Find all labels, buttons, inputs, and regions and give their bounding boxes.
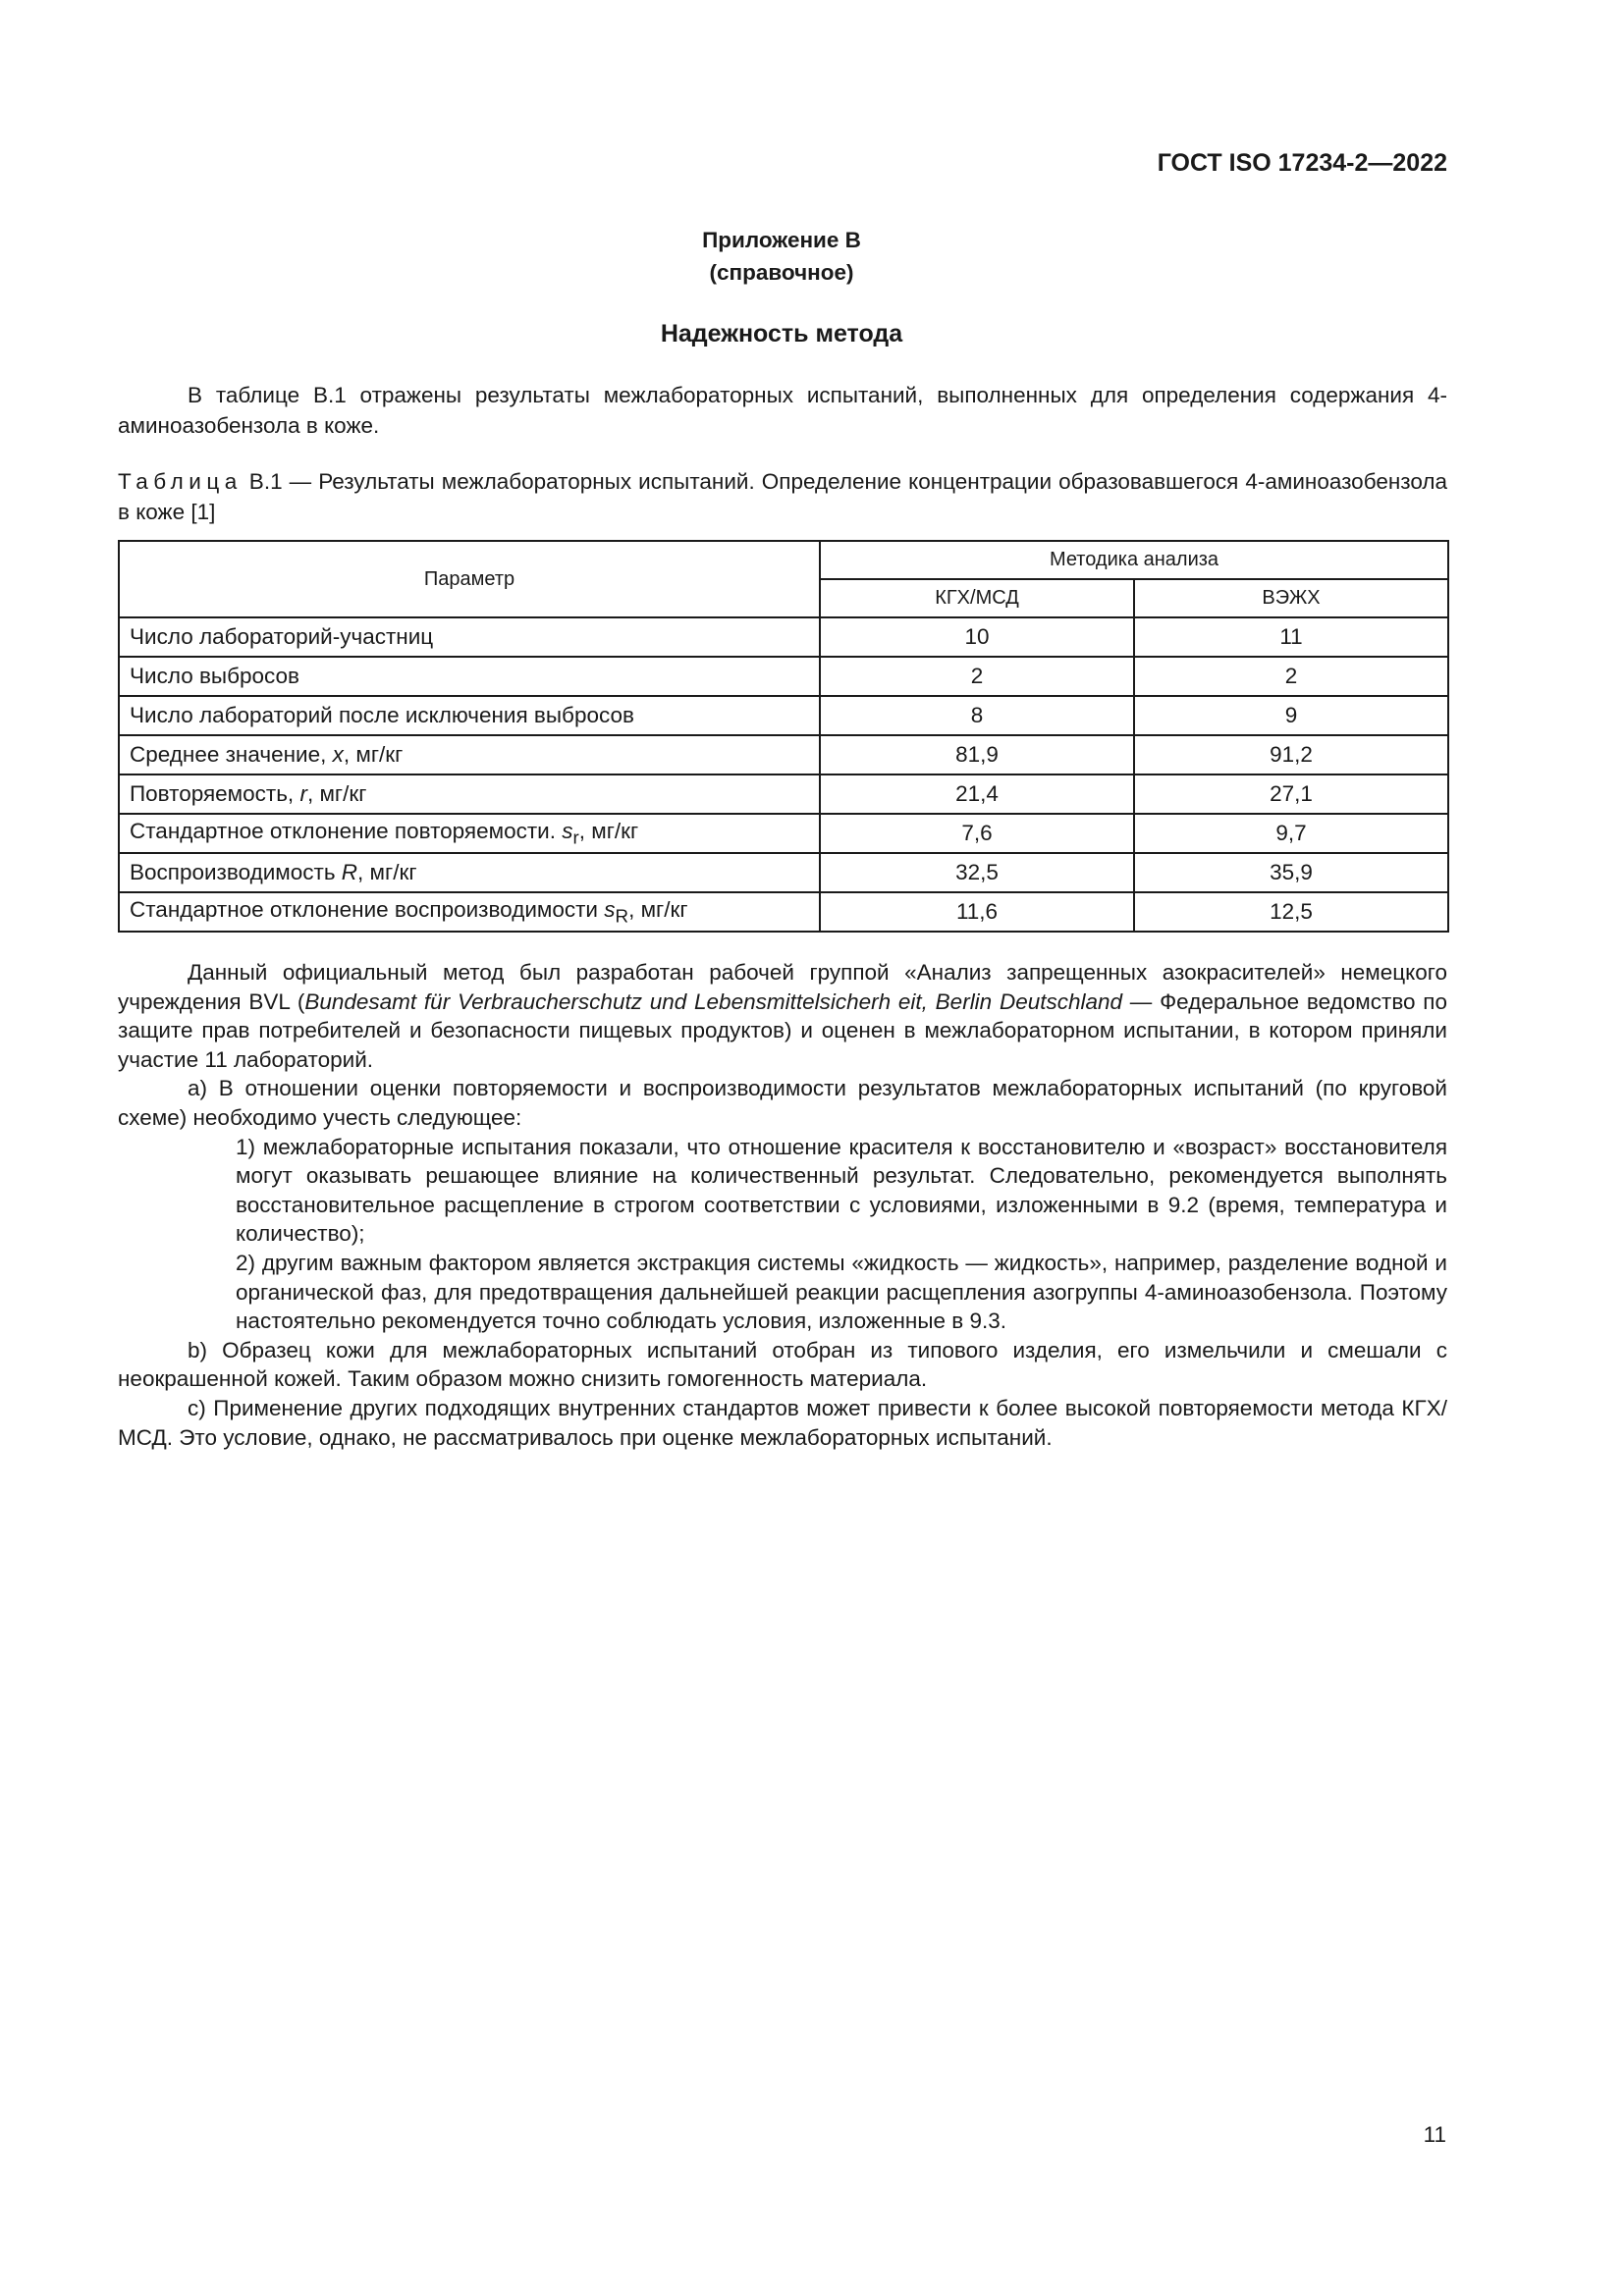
body-paragraph-1-part-b: — Федеральное ведомство по защите прав потребителей и безопасности пищевых продуктов) и оценен в межлабораторном испытании, в котором приняли участие 11 лабораторий. (118, 988, 1447, 1072)
row-parameter (119, 617, 820, 657)
document-code: ГОСТ ISO 17234-2—2022 (1157, 149, 1447, 177)
table-row (119, 735, 1448, 774)
row-parameter-text: Среднее значение, (130, 742, 333, 767)
table-caption-label: Таблица (118, 469, 243, 494)
table-body (119, 617, 1448, 932)
table-row (119, 774, 1448, 814)
list-item-b: b) Образец кожи для межлабораторных испытаний отобран из типового изделия, его измельчили и смешали с неокрашенной кожей. Таким образом можно снизить гомогенность материала. (118, 1337, 1447, 1392)
row-parameter-subscript: r (572, 827, 579, 848)
table-row (119, 892, 1448, 932)
value-hplc: 27,1 (1134, 774, 1448, 814)
row-parameter-text: Повторяемость, (130, 781, 300, 806)
row-parameter (119, 853, 820, 892)
row-parameter (119, 735, 820, 774)
annex-type: (справочное) (709, 260, 854, 285)
row-parameter-symbol: x (332, 742, 344, 767)
list-item-c: с) Применение других подходящих внутренних стандартов может привести к более высокой повторяемости метода КГХ/МСД. Это условие, однако, не рассматривалось при оценке межлабораторных испытаний. (118, 1395, 1447, 1450)
row-parameter-symbol: R (341, 860, 358, 884)
value-hplc: 9 (1134, 696, 1448, 735)
value-gc-ms: 7,6 (820, 814, 1134, 853)
section-title: Надежность метода (660, 320, 903, 347)
value-gc-ms: 10 (820, 617, 1134, 657)
row-parameter-unit: , мг/кг (343, 742, 404, 767)
row-parameter (119, 657, 820, 696)
row-parameter (119, 814, 820, 853)
table-caption (118, 467, 1447, 527)
header-parameter: Параметр (119, 541, 820, 617)
row-parameter-unit: , мг/кг (357, 860, 417, 884)
row-parameter (119, 892, 820, 932)
row-parameter (119, 696, 820, 735)
body-paragraph-1-part-a: Данный официальный метод был разработан рабочей группой «Анализ запрещенных азокрасителей» немецкого учреждения BVL ( (118, 960, 1447, 1014)
row-parameter-unit: , мг/кг (628, 896, 688, 922)
row-parameter-text: Число лабораторий-участниц (130, 624, 434, 649)
agency-name-italic: Bundesamt für Verbraucherschutz und Lebensmittelsicherh eit, Berlin Deutschland (304, 988, 1123, 1014)
value-hplc: 35,9 (1134, 853, 1448, 892)
value-gc-ms: 81,9 (820, 735, 1134, 774)
page-number: 11 (1423, 2122, 1446, 2147)
row-parameter-subscript: R (615, 905, 629, 927)
list-item-a: а) В отношении оценки повторяемости и воспроизводимости результатов межлабораторных испытаний (по круговой схеме) необходимо учесть следующее: (118, 1076, 1447, 1130)
row-parameter-text: Стандартное отклонение повторяемости. (130, 818, 563, 843)
list-item-a1: 1) межлабораторные испытания показали, что отношение красителя к восстановителю и «возраст» восстановителя могут оказывать решающее влияние на количественный результат. Следовательно, рекомендуется выполнять восстановительное расщепление в строгом соответствии с условиями, изложенными в 9.2 (время, температура и количество); (236, 1134, 1447, 1247)
value-hplc: 11 (1134, 617, 1448, 657)
value-gc-ms: 8 (820, 696, 1134, 735)
header-hplc: ВЭЖХ (1134, 579, 1448, 617)
intro-paragraph: В таблице В.1 отражены результаты межлабораторных испытаний, выполненных для определения содержания 4-аминоазобензола в коже. (118, 383, 1447, 438)
table-row (119, 617, 1448, 657)
value-gc-ms: 11,6 (820, 892, 1134, 932)
value-hplc: 12,5 (1134, 892, 1448, 932)
list-item-a2: 2) другим важным фактором является экстракция системы «жидкость — жидкость», например, разделение водной и органической фаз, для предотвращения дальнейшей реакции расщепления азогруппы 4-аминоазобензола. Поэтому настоятельно рекомендуется точно соблюдать условия, изложенные в 9.3. (236, 1250, 1447, 1334)
table-row (119, 657, 1448, 696)
table-header-row (119, 541, 1448, 579)
body-text (118, 958, 1447, 1452)
value-hplc: 2 (1134, 657, 1448, 696)
row-parameter-text: Число лабораторий после исключения выбросов (130, 703, 634, 727)
value-hplc: 91,2 (1134, 735, 1448, 774)
table-row (119, 696, 1448, 735)
row-parameter-unit: , мг/кг (578, 818, 639, 843)
value-hplc: 9,7 (1134, 814, 1448, 853)
row-parameter-symbol: r (299, 781, 307, 806)
value-gc-ms: 32,5 (820, 853, 1134, 892)
value-gc-ms: 2 (820, 657, 1134, 696)
row-parameter-text: Число выбросов (130, 664, 299, 688)
row-parameter (119, 774, 820, 814)
table-row (119, 814, 1448, 853)
results-table (118, 540, 1449, 933)
table-caption-text: В.1 — Результаты межлабораторных испытаний. Определение концентрации образовавшегося 4-аминоазобензола в коже [1] (118, 469, 1447, 524)
header-gc-ms: КГХ/МСД (820, 579, 1134, 617)
body-paragraph-1 (118, 958, 1447, 1074)
table-row (119, 853, 1448, 892)
row-parameter-unit: , мг/кг (306, 781, 367, 806)
value-gc-ms: 21,4 (820, 774, 1134, 814)
row-parameter-text: Стандартное отклонение воспроизводимости (130, 896, 605, 922)
row-parameter-symbol: s (562, 818, 573, 843)
annex-title: Приложение В (702, 228, 861, 252)
row-parameter-symbol: s (604, 896, 616, 922)
header-method: Методика анализа (820, 541, 1448, 579)
row-parameter-text: Воспроизводимость (130, 860, 342, 884)
